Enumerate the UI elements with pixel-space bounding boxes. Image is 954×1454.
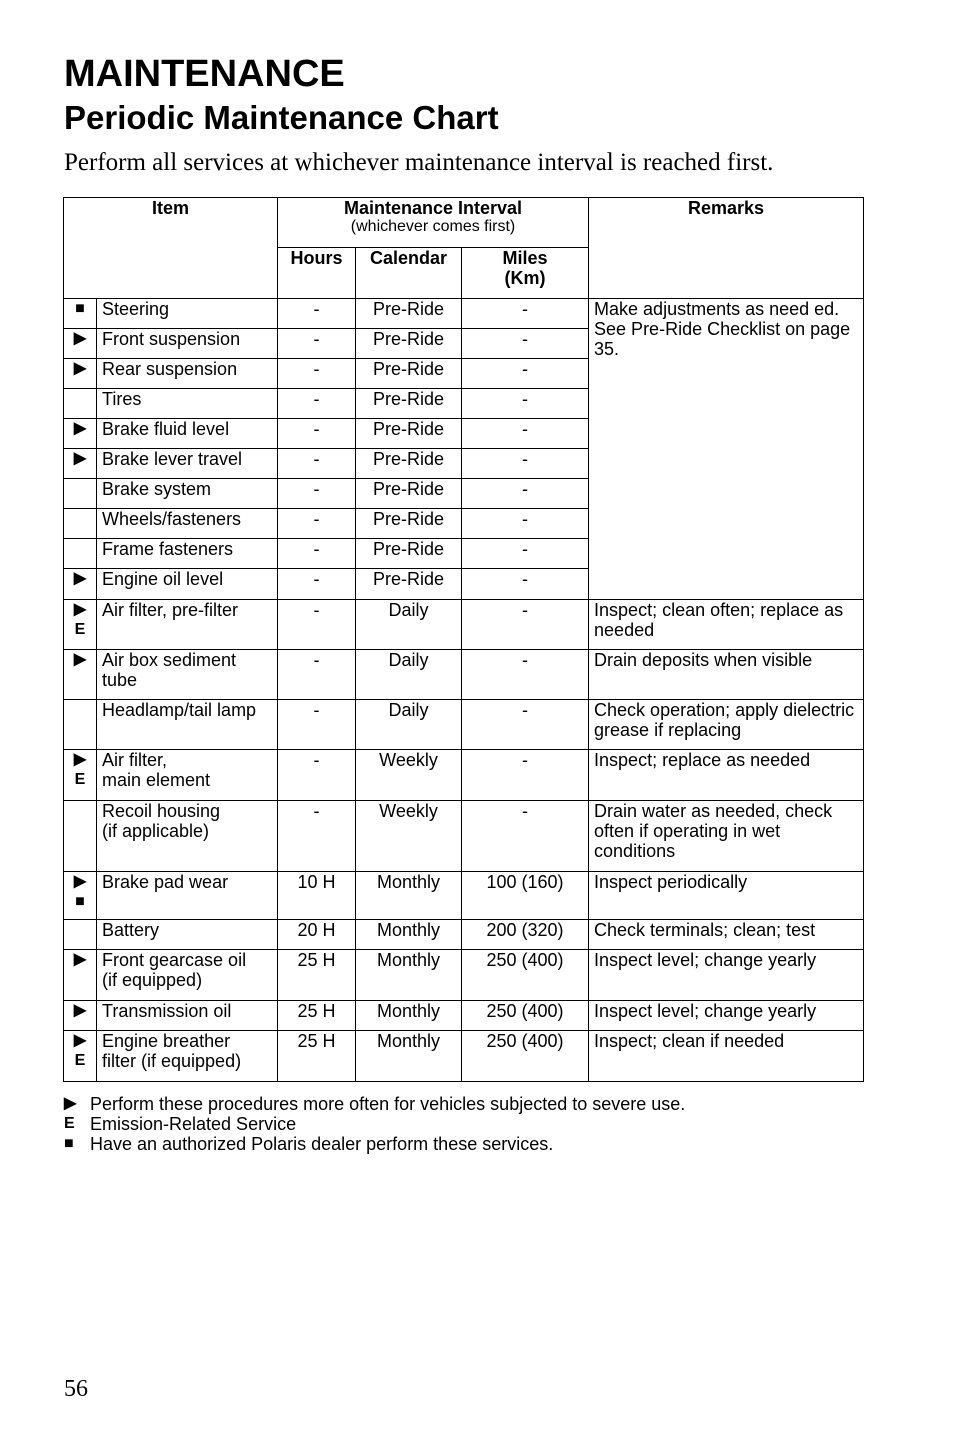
severe-use-triangle-icon: ▶ — [73, 420, 87, 437]
table-row — [64, 1031, 864, 1082]
row-item: Brake fluid level — [97, 419, 278, 449]
row-hours: - — [278, 389, 356, 419]
page-title: MAINTENANCE — [64, 53, 345, 95]
row-calendar: Monthly — [356, 1031, 462, 1082]
row-item: Steering — [97, 299, 278, 329]
row-remarks: Check operation; apply dielectric grease if replacing — [589, 700, 864, 750]
legend-text: Perform these procedures more often for vehicles subjected to severe use. — [90, 1094, 686, 1114]
row-item: Battery — [97, 920, 278, 950]
row-symbol — [64, 359, 97, 389]
severe-use-triangle-icon: ▶ — [73, 570, 87, 587]
row-item: Brake pad wear — [97, 872, 278, 920]
row-miles: - — [462, 650, 589, 700]
severe-use-triangle-icon: ▶ — [73, 1002, 87, 1019]
row-calendar: Pre-Ride — [356, 449, 462, 479]
page-number: 56 — [64, 1376, 88, 1402]
row-hours: - — [278, 600, 356, 650]
row-item: Air filter, main element — [97, 750, 278, 801]
header-interval — [278, 198, 589, 248]
header-miles: Miles (Km) — [462, 248, 589, 299]
row-item: Front suspension — [97, 329, 278, 359]
row-calendar: Weekly — [356, 750, 462, 801]
row-remarks: Check terminals; clean; test — [589, 920, 864, 950]
row-calendar: Monthly — [356, 950, 462, 1001]
chart-header — [64, 198, 864, 299]
row-symbol — [64, 539, 97, 569]
row-symbol — [64, 569, 97, 600]
dealer-square-icon: ■ — [75, 300, 85, 317]
row-symbol — [64, 479, 97, 509]
row-remarks: Drain deposits when visible — [589, 650, 864, 700]
chart-body — [64, 299, 864, 1082]
row-item: Headlamp/tail lamp — [97, 700, 278, 750]
row-miles: - — [462, 509, 589, 539]
row-miles: - — [462, 299, 589, 329]
severe-use-triangle-icon: ▶ — [73, 873, 87, 890]
table-row — [64, 801, 864, 872]
legend-item — [64, 1094, 685, 1114]
row-remarks: Inspect; replace as needed — [589, 750, 864, 801]
severe-use-triangle-icon: ▶ — [73, 951, 87, 968]
page-subtitle: Periodic Maintenance Chart — [64, 99, 499, 136]
severe-use-triangle-icon: ▶ — [64, 1095, 77, 1112]
row-symbol — [64, 419, 97, 449]
emission-marker: E — [74, 1052, 86, 1069]
row-hours: 25 H — [278, 950, 356, 1001]
row-hours: 25 H — [278, 1001, 356, 1031]
row-hours: - — [278, 750, 356, 801]
row-symbol — [64, 329, 97, 359]
row-symbol — [64, 449, 97, 479]
header-item: Item — [64, 198, 278, 299]
emission-marker: E — [74, 621, 86, 638]
row-miles: 250 (400) — [462, 1031, 589, 1082]
row-symbol — [64, 920, 97, 950]
row-item: Rear suspension — [97, 359, 278, 389]
row-calendar: Weekly — [356, 801, 462, 872]
row-remarks: Inspect; clean often; replace as needed — [589, 600, 864, 650]
severe-use-triangle-icon: ▶ — [73, 651, 87, 668]
row-calendar: Pre-Ride — [356, 389, 462, 419]
row-symbol — [64, 750, 97, 801]
severe-use-triangle-icon: ▶ — [73, 1032, 87, 1049]
row-symbol — [64, 700, 97, 750]
row-miles: - — [462, 419, 589, 449]
row-hours: - — [278, 419, 356, 449]
legend-item — [64, 1114, 685, 1134]
row-miles: - — [462, 600, 589, 650]
maintenance-chart — [63, 197, 864, 1082]
row-miles: - — [462, 750, 589, 801]
row-calendar: Pre-Ride — [356, 299, 462, 329]
table-row — [64, 1001, 864, 1031]
row-hours: - — [278, 801, 356, 872]
row-hours: - — [278, 449, 356, 479]
row-remarks: Inspect level; change yearly — [589, 950, 864, 1001]
row-item: Front gearcase oil (if equipped) — [97, 950, 278, 1001]
row-hours: - — [278, 569, 356, 600]
row-hours: - — [278, 299, 356, 329]
header-hours: Hours — [278, 248, 356, 299]
row-symbol — [64, 872, 97, 920]
row-calendar: Monthly — [356, 872, 462, 920]
row-remarks: Drain water as needed, check often if operating in wet conditions — [589, 801, 864, 872]
row-hours: - — [278, 700, 356, 750]
row-symbol — [64, 299, 97, 329]
legend-text: Emission-Related Service — [90, 1114, 297, 1134]
legend-item — [64, 1134, 685, 1154]
row-calendar: Pre-Ride — [356, 329, 462, 359]
row-miles: 200 (320) — [462, 920, 589, 950]
emission-marker: E — [64, 1115, 75, 1132]
row-calendar: Monthly — [356, 920, 462, 950]
table-row — [64, 299, 864, 329]
row-calendar: Pre-Ride — [356, 359, 462, 389]
row-item: Engine oil level — [97, 569, 278, 600]
row-hours: 10 H — [278, 872, 356, 920]
table-row — [64, 872, 864, 920]
row-miles: - — [462, 801, 589, 872]
row-remarks: Inspect level; change yearly — [589, 1001, 864, 1031]
table-row — [64, 950, 864, 1001]
row-remarks: Inspect periodically — [589, 872, 864, 920]
row-miles: - — [462, 449, 589, 479]
row-miles: - — [462, 569, 589, 600]
row-item: Tires — [97, 389, 278, 419]
row-symbol — [64, 1001, 97, 1031]
severe-use-triangle-icon: ▶ — [73, 601, 87, 618]
row-item: Brake system — [97, 479, 278, 509]
row-miles: - — [462, 479, 589, 509]
severe-use-triangle-icon: ▶ — [73, 330, 87, 347]
row-item: Air box sediment tube — [97, 650, 278, 700]
row-miles: - — [462, 389, 589, 419]
row-item: Frame fasteners — [97, 539, 278, 569]
legend-text: Have an authorized Polaris dealer perform these services. — [90, 1134, 554, 1154]
severe-use-triangle-icon: ▶ — [73, 751, 87, 768]
row-item: Engine breather filter (if equipped) — [97, 1031, 278, 1082]
header-interval-sub: (whichever comes first) — [350, 218, 516, 235]
row-hours: - — [278, 539, 356, 569]
row-hours: 20 H — [278, 920, 356, 950]
row-calendar: Pre-Ride — [356, 569, 462, 600]
row-hours: - — [278, 650, 356, 700]
row-hours: - — [278, 359, 356, 389]
row-symbol — [64, 801, 97, 872]
dealer-square-icon: ■ — [75, 893, 85, 910]
row-calendar: Pre-Ride — [356, 509, 462, 539]
intro-text: Perform all services at whichever maintenance interval is reached first. — [64, 149, 774, 176]
row-symbol — [64, 650, 97, 700]
row-hours: - — [278, 329, 356, 359]
table-row — [64, 600, 864, 650]
row-symbol — [64, 509, 97, 539]
row-miles: 250 (400) — [462, 950, 589, 1001]
row-remarks: Inspect; clean if needed — [589, 1031, 864, 1082]
row-miles: - — [462, 539, 589, 569]
row-item: Transmission oil — [97, 1001, 278, 1031]
row-symbol — [64, 600, 97, 650]
row-miles: - — [462, 329, 589, 359]
row-calendar: Daily — [356, 700, 462, 750]
header-interval-label: Maintenance Interval — [343, 198, 523, 218]
row-symbol — [64, 1031, 97, 1082]
row-item: Air filter, pre-filter — [97, 600, 278, 650]
row-hours: - — [278, 509, 356, 539]
header-calendar: Calendar — [356, 248, 462, 299]
severe-use-triangle-icon: ▶ — [73, 360, 87, 377]
row-hours: 25 H — [278, 1031, 356, 1082]
row-calendar: Pre-Ride — [356, 539, 462, 569]
row-miles: - — [462, 700, 589, 750]
row-symbol — [64, 389, 97, 419]
severe-use-triangle-icon: ▶ — [73, 450, 87, 467]
row-calendar: Pre-Ride — [356, 419, 462, 449]
dealer-square-icon: ■ — [64, 1135, 74, 1152]
row-symbol — [64, 950, 97, 1001]
row-miles: 100 (160) — [462, 872, 589, 920]
table-row — [64, 750, 864, 801]
emission-marker: E — [74, 771, 86, 788]
header-remarks: Remarks — [589, 198, 864, 299]
row-calendar: Daily — [356, 600, 462, 650]
row-miles: - — [462, 359, 589, 389]
table-row — [64, 650, 864, 700]
table-row — [64, 700, 864, 750]
legend — [64, 1094, 685, 1154]
row-miles: 250 (400) — [462, 1001, 589, 1031]
row-item: Recoil housing (if applicable) — [97, 801, 278, 872]
row-hours: - — [278, 479, 356, 509]
row-item: Brake lever travel — [97, 449, 278, 479]
row-calendar: Monthly — [356, 1001, 462, 1031]
row-item: Wheels/fasteners — [97, 509, 278, 539]
table-row — [64, 920, 864, 950]
row-calendar: Pre-Ride — [356, 479, 462, 509]
row-calendar: Daily — [356, 650, 462, 700]
row-remarks: Make adjustments as need ed. See Pre-Ride Checklist on page 35. — [589, 299, 864, 600]
